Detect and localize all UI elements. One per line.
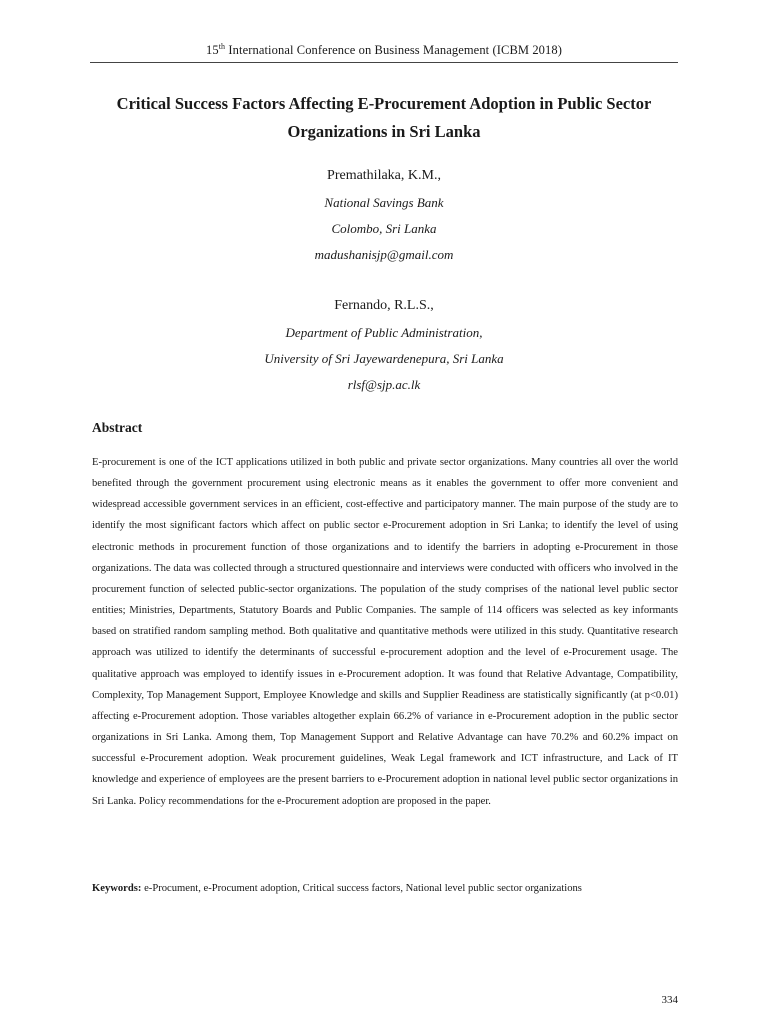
abstract-text: E-procurement is one of the ICT applications utilized in both public and private sector organizations. Many countries all over the world benefited through the government procurement using electronic means as it enables the government to offer more convenient and widespread accessible government services in an efficient, cost-effective and participatory manner. The main purpose of the study are to identify the most significant factors which affect on public sector e-Procurement adoption in Sri Lanka; to identify the level of using electronic methods in procurement function of those organizations and to identify the barriers in adopting e-Procurement in those organizations. The data was collected through a structured questionnaire and interviews were conducted with officers who involved in the procurement function of selected public-sector organizations. The population of the study comprises of the national level public sector entities; Ministries, Departments, Statutory Boards and Public Companies. The sample of 114 officers was selected as key informants based on stratified random sampling method. Both qualitative and quantitative methods were utilized in this study. Quantitative research approach was utilized to identify the determinants of successful e-procurement adoption and the level of e-Procurement usage. The qualitative approach was employed to identify issues in e-Procurement adoption. It was found that Relative Advantage, Compatibility, Complexity, Top Management Support, Employee Knowledge and skills and Supplier Readiness are statistically significantly (at p<0.01) affecting e-Procurement adoption. Those variables altogether explain 66.2% of variance in e-Procurement adoption in the public sector organizations in Sri Lanka. Among them, Top Management Support and Relative Advantage can have 70.2% and 60.2% impact on successful e-Procurement adoption. Weak procurement guidelines, Weak Legal framework and ICT infrastructure, and Lack of IT knowledge and experience of employees are the present barriers to e-Procurement adoption in national level public sector organizations in Sri Lanka. Policy recommendations for the e-Procurement adoption are proposed in the paper. [92,457,678,807]
author-1-affiliation-line-1: National Savings Bank [324,195,444,210]
author-name-2: Fernando, R.L.S., [334,298,434,313]
author-name-1: Premathilaka, K.M., [327,168,441,183]
abstract-heading: Abstract [92,420,143,435]
keywords-text: e-Procument, e-Procument adoption, Critical success factors, National level public sector organizations [141,883,582,894]
paper-title: Critical Success Factors Affecting E-Procurement Adoption in Public Sector Organizations in Sri Lanka [116,94,652,141]
keywords-label: Keywords: [92,883,142,894]
author-2-email: rlsf@sjp.ac.lk [347,377,421,392]
author-2-affiliation-line-2: University of Sri Jayewardenepura, Sri Lanka [264,351,504,366]
author-1-email: madushanisjp@gmail.com [314,247,454,262]
page-number: 334 [661,994,678,1006]
header-rule [90,62,678,63]
keywords-line [92,880,678,898]
header-ordinal-suffix: th [218,42,226,51]
author-1-affiliation-line-2: Colombo, Sri Lanka [331,221,437,236]
header-conference: International Conference on Business Management (ICBM 2018) [225,43,562,58]
running-header [90,42,678,58]
header-ordinal: 15 [206,43,219,58]
author-2-affiliation-line-1: Department of Public Administration, [285,325,483,340]
